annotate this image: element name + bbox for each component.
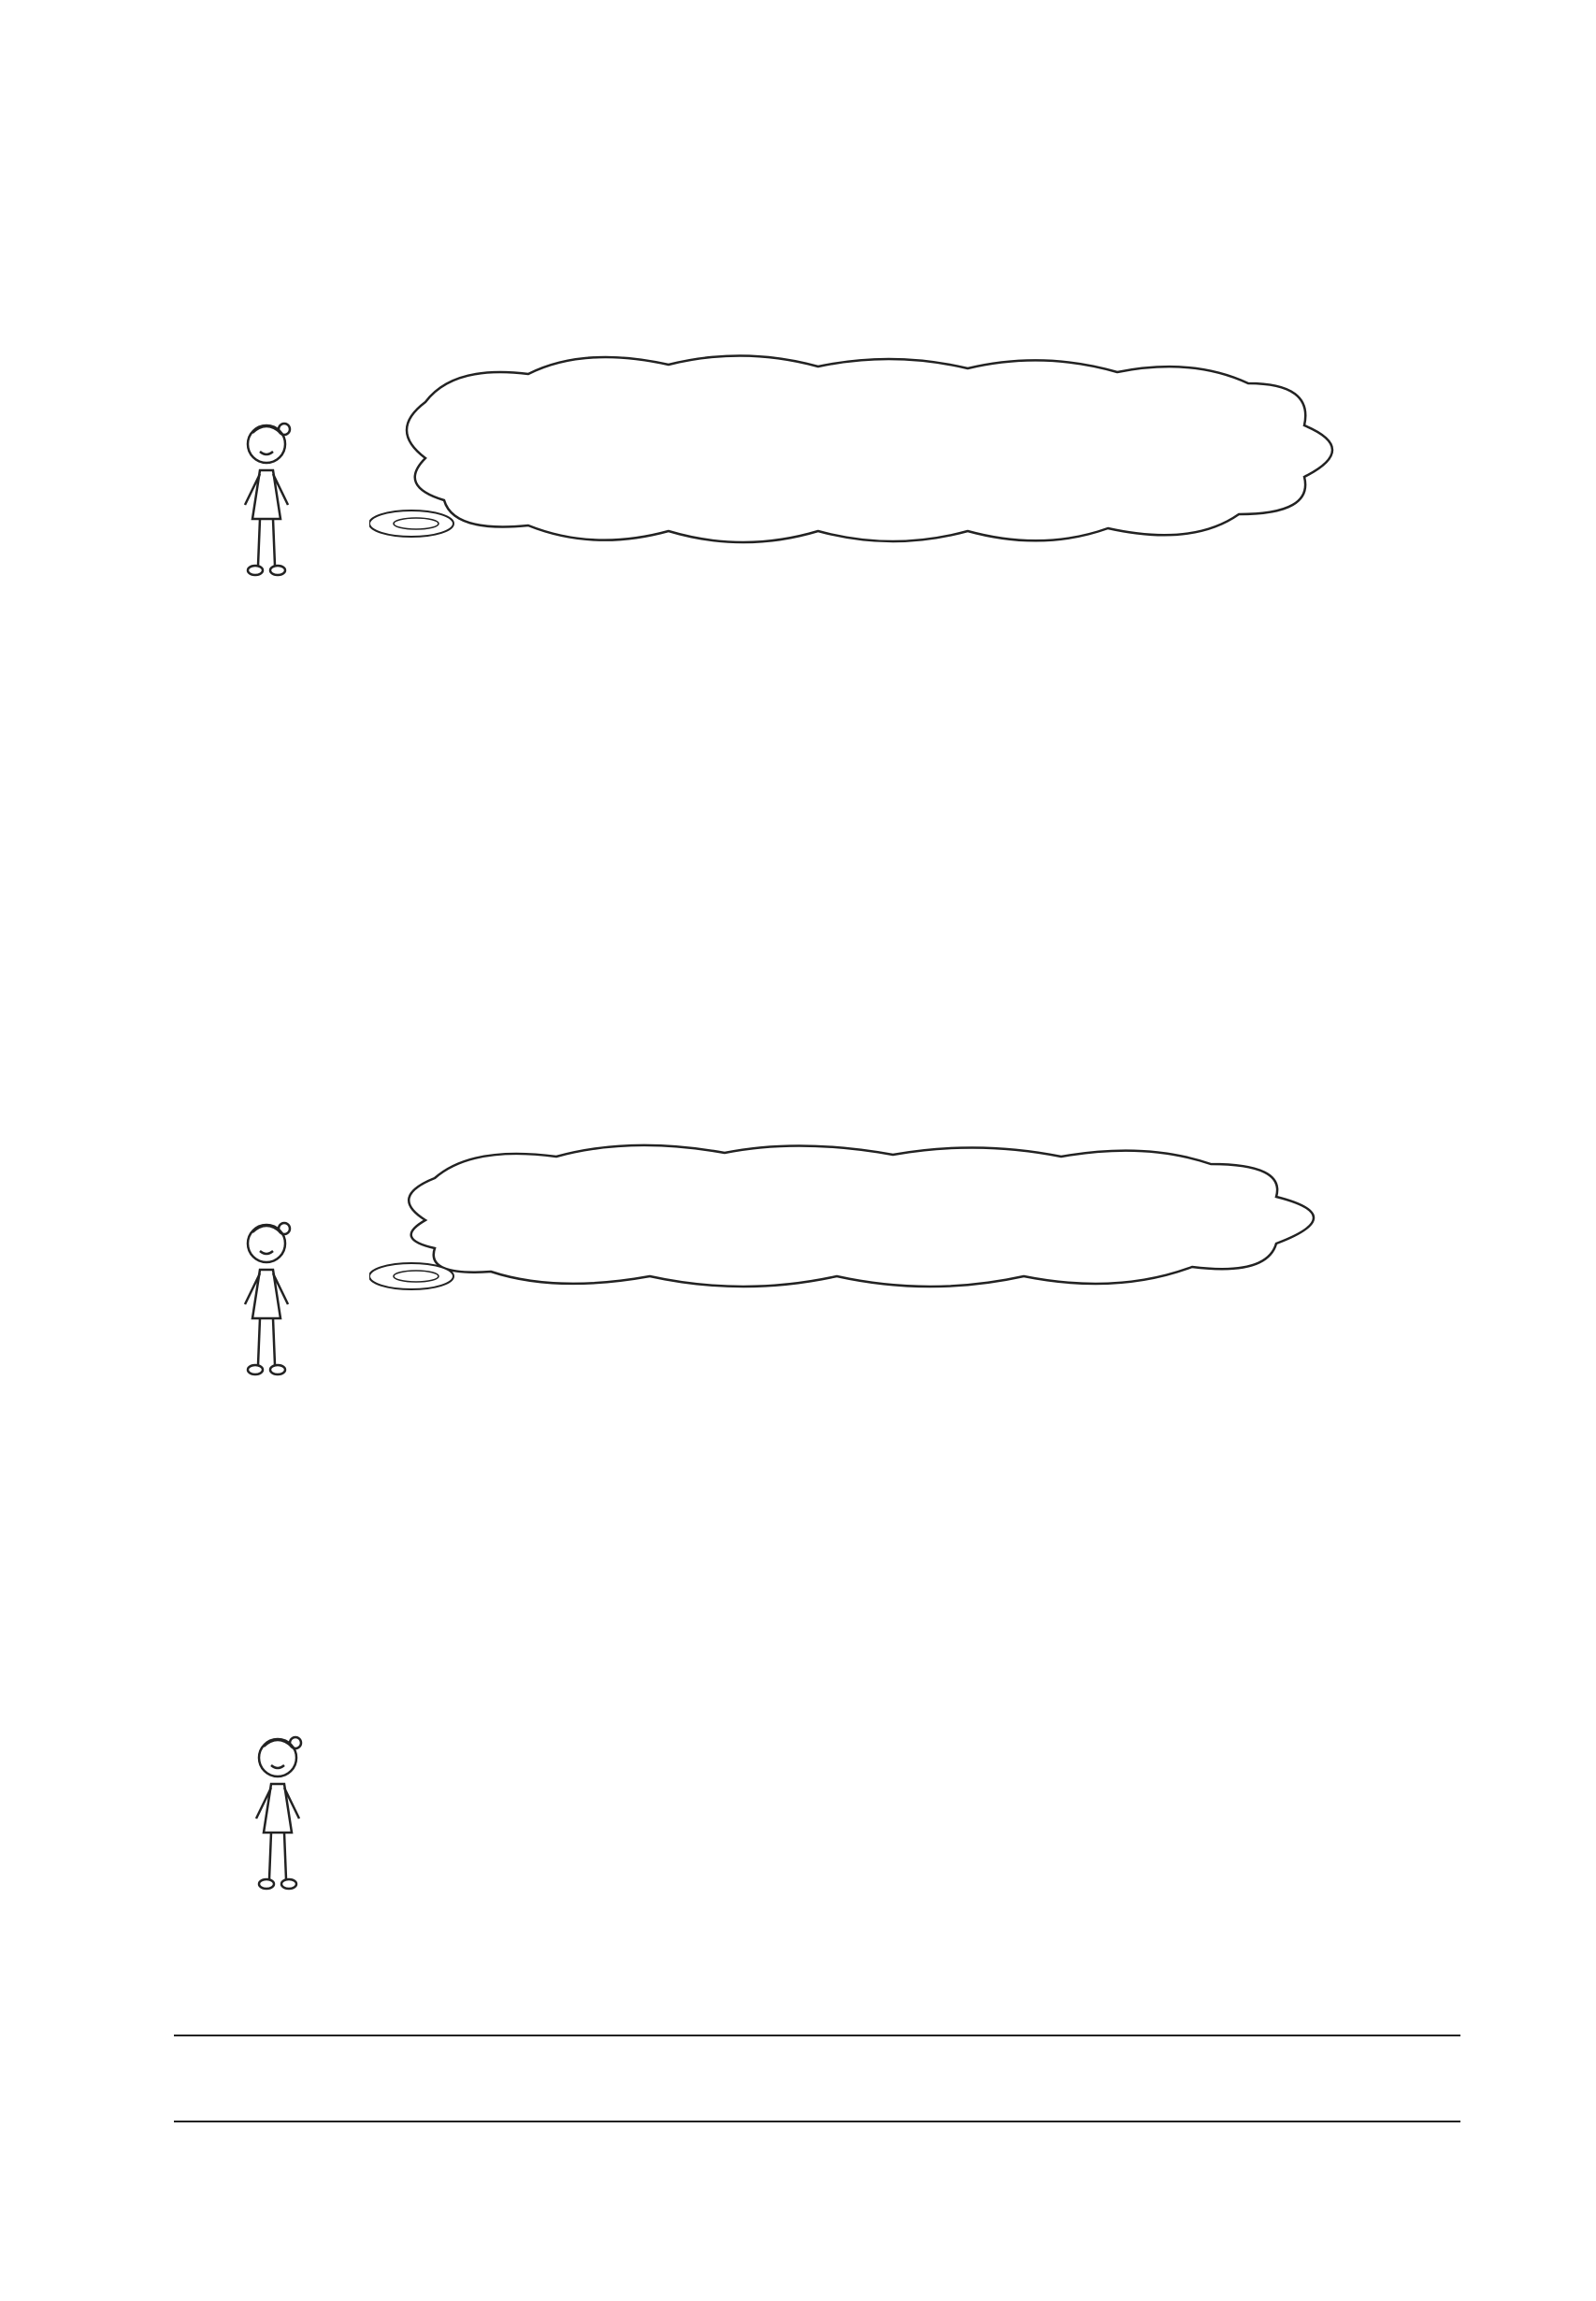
girl-illustration-icon: [224, 1215, 309, 1402]
speech-cloud: [369, 1136, 1398, 1300]
answer-line: [174, 2035, 1460, 2036]
answer-line: [174, 2121, 1460, 2122]
girl-illustration-icon: [236, 1730, 320, 1917]
matching-lines: [0, 0, 1596, 1122]
